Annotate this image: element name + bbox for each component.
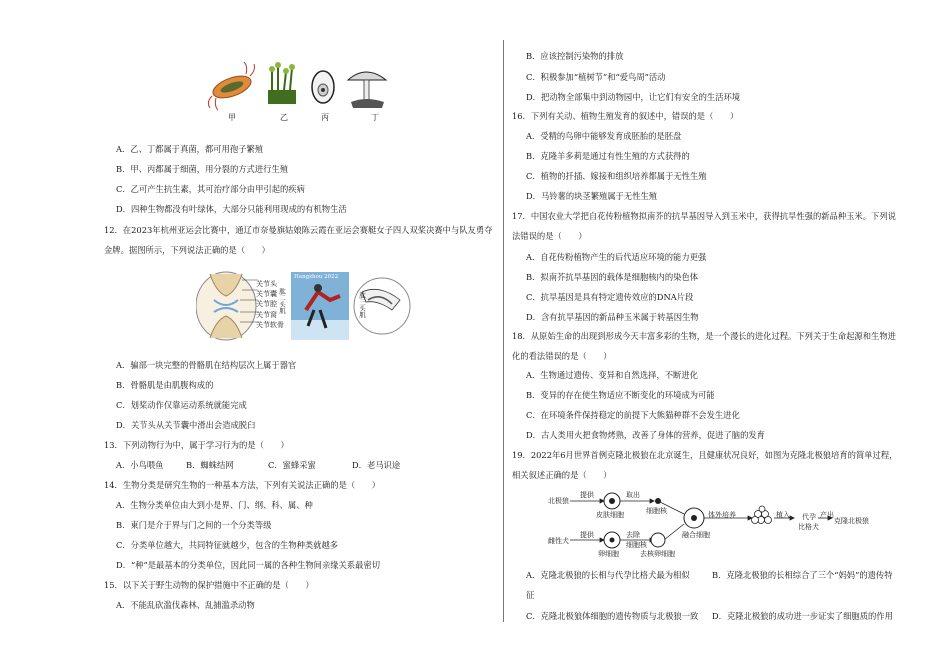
q18-stem-line2: 化的看法错误的是（ ）: [512, 351, 612, 361]
q14-option-d: D．“种”是最基本的分类单位，因此同一属的各种生物间亲缘关系最密切: [116, 560, 381, 570]
fig12-label-cartilage: 关节软骨: [256, 321, 284, 329]
q14-stem: 14．生物分类是研究生物的一种基本方法，下列有关说法正确的是（ ）: [104, 480, 381, 490]
q13-stem: 13．下列动物行为中，属于学习行为的是（ ）: [104, 440, 289, 450]
q18-option-a: A．生物通过遗传、变异和自然选择，不断进化: [526, 370, 698, 380]
q19-option-b-cont: 征: [526, 590, 535, 600]
q13-option-a: A．小鸟喂鱼: [116, 460, 164, 470]
fig11-label-bing: 丙: [321, 113, 329, 122]
q19-option-d: D．克隆北极狼的成功进一步证实了细胞质的作用: [712, 611, 893, 621]
q17-stem-line2: 法错误的是（ ）: [512, 231, 587, 241]
q19-option-a: A．克隆北极狼的长相与代孕比格犬最为相似: [526, 570, 690, 580]
fig19-produce: 产出: [820, 511, 834, 519]
q12-option-c: C．划桨动作仅靠运动系统就能完成: [116, 400, 247, 410]
q19-stem-line1: 19．2022年6月世界首例克隆北极狼在北京诞生，且健康状况良好，如图为克隆北极狼培育的简单过程，: [512, 450, 898, 460]
fig11-label-ding: 丁: [371, 113, 379, 122]
q14-option-c: C．分类单位越大，共同特征就越少，包含的生物种类就越多: [116, 540, 339, 550]
fig19-wolf: 北极狼: [548, 497, 569, 505]
q15-option-d: D．把动物全部集中到动物园中，让它们有安全的生活环境: [526, 92, 741, 102]
fig19-surrogate: 代孕: [802, 513, 816, 521]
q19-option-c: C．克隆北极狼体细胞的遗传物质与北极狼一致: [526, 611, 699, 621]
penicillium-illustration: [268, 62, 296, 104]
egg-cell: [604, 532, 620, 548]
fig12-label-biceps: 肱二头肌: [278, 288, 286, 314]
fig19-enucleated: 去核卵细胞: [640, 550, 675, 558]
q17-option-a: A．自花传粉植物产生的后代适应环境的能力更强: [526, 252, 707, 262]
fused-cell: [684, 508, 704, 528]
fig11-label-jia: 甲: [228, 113, 236, 122]
q18-option-c: C．在环境条件保持稳定的前提下大熊猫种群不会发生进化: [526, 410, 740, 420]
fig12-label-triceps: 肱三头肌: [358, 292, 366, 318]
q16-option-b: B．克隆羊多莉是通过有性生殖的方式获得的: [526, 151, 690, 161]
q16-option-d: D．马铃薯的块茎繁殖属于无性生殖: [526, 191, 658, 201]
q15-option-b: B．应该控制污染物的排放: [526, 51, 624, 61]
q15-stem: 15．以下关于野生动物的保护措施中不正确的是（ ）: [104, 580, 314, 590]
q18-option-d: D．古人类用火把食物烤熟，改善了身体的营养，促进了脑的发育: [526, 430, 765, 440]
q12-joint-rowing-figure: [196, 270, 411, 342]
q12-option-b: B．骨骼肌是由肌腹构成的: [116, 380, 214, 390]
q19-stem-line2: 相关叙述正确的是（ ）: [512, 470, 612, 480]
q15-option-a: A．不能乱砍滥伐森林、乱捕滥杀动物: [116, 600, 255, 610]
embryo-cluster: [752, 506, 772, 524]
yeast-cell-illustration: [312, 71, 334, 103]
q12-stem-line2: 金牌。据图所示，下列说法正确的是（ ）: [104, 245, 270, 255]
fig19-extract: 取出: [626, 491, 640, 499]
fig19-provide1: 提供: [580, 491, 594, 499]
fig19-remove: 去除: [626, 531, 640, 539]
fig12-banner: Hangzhou 2022: [294, 274, 339, 280]
fig19-dog: 雌性犬: [548, 537, 569, 545]
fig19-nucleus: 细胞核: [646, 507, 667, 515]
q17-option-d: D．含有抗旱基因的新品种玉米属于转基因生物: [526, 312, 699, 322]
bacterium-illustration: [208, 62, 254, 110]
q18-stem-line1: 18．从原始生命的出现到形成今天丰富多彩的生物，是一个漫长的进化过程。下列关于生命起源和生物进: [512, 331, 896, 341]
fig19-egg: 卵细胞: [598, 550, 619, 558]
q19-option-b: B．克隆北极狼的长相综合了三个“妈妈”的遗传特: [712, 570, 893, 580]
fig19-provide2: 提供: [580, 531, 594, 539]
fig19-implant: 植入: [776, 511, 790, 519]
skin-cell: [604, 493, 620, 509]
q13-option-c: C．蜜蜂采蜜: [268, 460, 316, 470]
q13-option-b: B．蜘蛛结网: [186, 460, 234, 470]
q16-option-c: C．植物的扦插、嫁接和组织培养都属于无性生殖: [526, 171, 707, 181]
fig19-fused: 融合细胞: [682, 531, 710, 539]
q16-option-a: A．受精的鸟卵中能够发育成胚胎的是胚盘: [526, 131, 682, 141]
q17-option-c: C．抗旱基因是具有特定遗传效应的DNA片段: [526, 292, 694, 302]
mushroom-illustration: [348, 72, 386, 108]
fig19-skin-cell: 皮肤细胞: [596, 511, 624, 519]
fig19-nucleus-label: 细胞核: [626, 541, 647, 549]
q11-option-d: D．四种生物都没有叶绿体，大部分只能利用现成的有机物生活: [116, 204, 347, 214]
fig12-label-cavity: 关节腔: [256, 300, 277, 308]
fig19-result: 克隆北极狼: [834, 517, 869, 525]
q11-option-a: A．乙、丁都属于真菌，都可用孢子繁殖: [116, 144, 264, 154]
fig12-label-joint-head: 关节头: [256, 280, 277, 288]
q12-option-d: D．关节头从关节囊中滑出会造成脱臼: [116, 420, 256, 430]
fig19-surrogate2: 比格犬: [798, 523, 819, 531]
q15-option-c: C．积极参加“植树节”和“爱鸟周”活动: [526, 72, 666, 82]
q18-option-b: B．变异的存在使生物适应不断变化的环境成为可能: [526, 390, 715, 400]
column-divider: [503, 40, 504, 622]
fig11-label-yi: 乙: [280, 113, 288, 122]
enucleated-egg: [651, 533, 665, 547]
fig12-label-capsule: 关节囊: [256, 290, 277, 298]
q11-organism-figure: [206, 62, 406, 112]
q16-stem: 16．下列有关动、植物生殖发育的叙述中，错误的是（ ）: [512, 111, 739, 121]
q14-option-a: A．生物分类单位由大到小是界、门、纲、科、属、种: [116, 500, 313, 510]
q13-option-d: D．老马识途: [352, 460, 401, 470]
fig12-label-socket: 关节窝: [256, 311, 277, 319]
extracted-nucleus: [655, 498, 661, 504]
rowing-athlete-photo: [291, 272, 349, 340]
q12-stem-line1: 12．在2023年杭州亚运会比赛中，通辽市奈曼旗姑娘陈云霞在亚运会赛艇女子四人双桨决赛中与队友勇夺: [104, 225, 493, 235]
q14-option-b: B．東门是介于界与门之间的一个分类等级: [116, 520, 272, 530]
q11-option-b: B．甲、丙都属于细菌，用分裂的方式进行生殖: [116, 164, 289, 174]
q17-stem-line1: 17．中国农业大学把自花传粉植物拟南芥的抗旱基因导入到玉米中，获得抗旱性强的新品种玉米。下列说: [512, 211, 896, 221]
q11-option-c: C．乙可产生抗生素，其可治疗部分由甲引起的疾病: [116, 184, 305, 194]
q12-option-a: A．骗部一块完整的骨骼肌在结构层次上属于器官: [116, 360, 297, 370]
q17-option-b: B．拟南芥抗旱基因的载体是细胞核内的染色体: [526, 272, 699, 282]
fig19-culture: 体外培养: [708, 511, 736, 519]
knee-joint-diagram: [196, 272, 258, 340]
